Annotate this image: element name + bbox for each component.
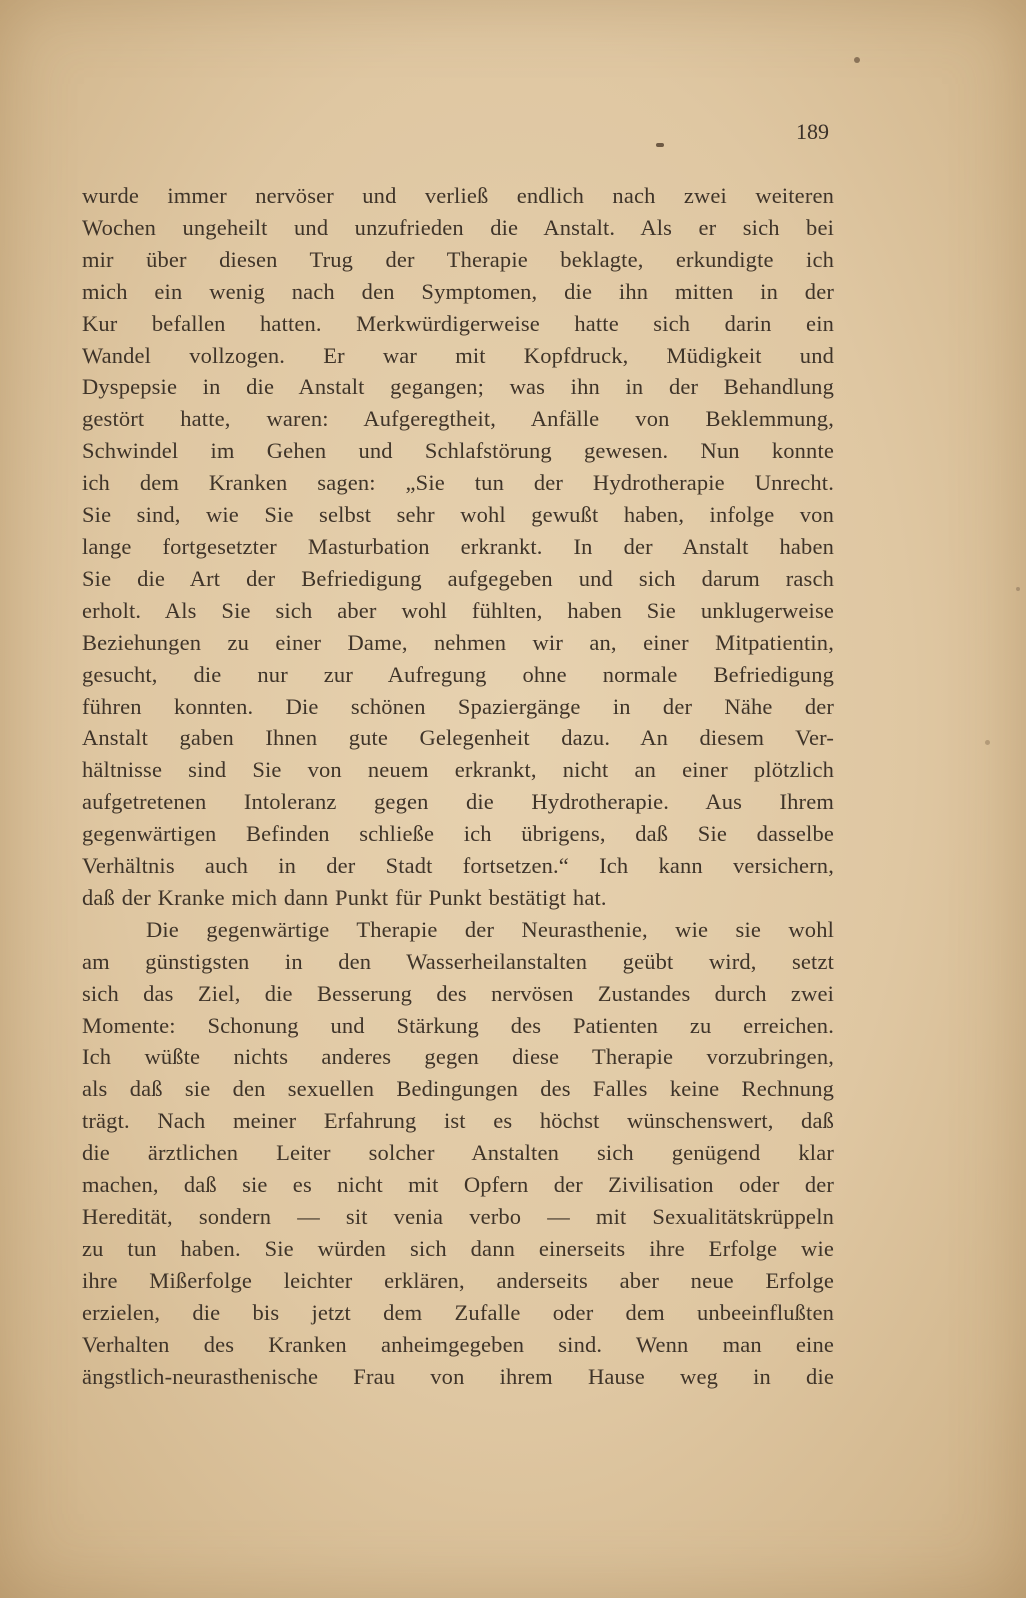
text-line: lange fortgesetzter Masturbation erkrankt. In der Anstalt haben <box>82 533 834 559</box>
ink-speck <box>854 57 860 63</box>
body-text <box>82 180 834 1392</box>
text-line: hältnisse sind Sie von neuem erkrankt, nicht an einer plötzlich <box>82 757 834 783</box>
text-line: zu tun haben. Sie würden sich dann einerseits ihre Erfolge wie <box>82 1235 834 1261</box>
text-line: Momente: Schonung und Stärkung des Patienten zu erreichen. <box>82 1012 834 1038</box>
text-line: ihre Mißerfolge leichter erklären, anderseits aber neue Erfolge <box>82 1267 834 1293</box>
text-line: gegenwärtigen Befinden schließe ich übrigens, daß Sie dasselbe <box>82 821 834 847</box>
text-line: Kur befallen hatten. Merkwürdigerweise hatte sich darin ein <box>82 310 834 336</box>
text-line: wurde immer nervöser und verließ endlich nach zwei weiteren <box>82 183 834 208</box>
text-line: Heredität, sondern — sit venia verbo — mit Sexualitätskrüppeln <box>82 1204 834 1229</box>
text-line: am günstigsten in den Wasserheilanstalten geübt wird, setzt <box>82 948 834 974</box>
text-line: erholt. Als Sie sich aber wohl fühlten, haben Sie unklugerweise <box>82 597 834 623</box>
text-line: Verhältnis auch in der Stadt fortsetzen.“ Ich kann versichern, <box>82 853 834 879</box>
text-line: Wochen ungeheilt und unzufrieden die Anstalt. Als er sich bei <box>82 214 834 240</box>
text-line: gestört hatte, waren: Aufgeregtheit, Anfälle von Beklemmung, <box>82 406 834 432</box>
text-line: Sie sind, wie Sie selbst sehr wohl gewußt haben, infolge von <box>82 502 834 528</box>
text-line: machen, daß sie es nicht mit Opfern der Zivilisation oder der <box>82 1172 834 1198</box>
text-line: führen konnten. Die schönen Spaziergänge in der Nähe der <box>82 693 834 719</box>
text-line: Ich wüßte nichts anderes gegen diese Therapie vorzubringen, <box>82 1044 834 1070</box>
paragraph <box>82 914 834 1393</box>
ink-speck <box>1016 587 1020 591</box>
text-line: ich dem Kranken sagen: „Sie tun der Hydrotherapie Unrecht. <box>82 470 834 496</box>
text-line: mich ein wenig nach den Symptomen, die ihn mitten in der <box>82 278 834 304</box>
text-line: Schwindel im Gehen und Schlafstörung gewesen. Nun konnte <box>82 438 834 464</box>
text-line: sich das Ziel, die Besserung des nervösen Zustandes durch zwei <box>82 980 834 1006</box>
text-line: erzielen, die bis jetzt dem Zufalle oder dem unbeeinflußten <box>82 1299 834 1325</box>
text-line: ängstlich-neurasthenische Frau von ihrem Hause weg in die <box>82 1363 834 1389</box>
text-line: Beziehungen zu einer Dame, nehmen wir an, einer Mitpatientin, <box>82 629 834 655</box>
text-line: Anstalt gaben Ihnen gute Gelegenheit dazu. An diesem Ver- <box>82 725 834 751</box>
text-line: als daß sie den sexuellen Bedingungen des Falles keine Rechnung <box>82 1076 834 1102</box>
text-line: Dyspepsie in die Anstalt gegangen; was ihn in der Behandlung <box>82 374 834 400</box>
ink-speck <box>656 143 664 147</box>
text-line: aufgetretenen Intoleranz gegen die Hydrotherapie. Aus Ihrem <box>82 789 834 815</box>
text-line: mir über diesen Trug der Therapie beklagte, erkundigte ich <box>82 246 834 272</box>
text-line: die ärztlichen Leiter solcher Anstalten sich genügend klar <box>82 1140 834 1166</box>
ink-speck <box>985 740 990 745</box>
text-line: daß der Kranke mich dann Punkt für Punkt bestätigt hat. <box>82 884 607 910</box>
text-line: gesucht, die nur zur Aufregung ohne normale Befriedigung <box>82 661 834 687</box>
paragraph <box>82 180 834 914</box>
text-line: Wandel vollzogen. Er war mit Kopfdruck, Müdigkeit und <box>82 342 834 368</box>
text-line: trägt. Nach meiner Erfahrung ist es höchst wünschenswert, daß <box>82 1108 834 1134</box>
page-number: 189 <box>796 119 829 144</box>
text-line: Die gegenwärtige Therapie der Neurasthenie, wie sie wohl <box>146 916 834 942</box>
text-line: Verhalten des Kranken anheimgegeben sind. Wenn man eine <box>82 1331 834 1357</box>
text-line: Sie die Art der Befriedigung aufgegeben und sich darum rasch <box>82 565 834 591</box>
